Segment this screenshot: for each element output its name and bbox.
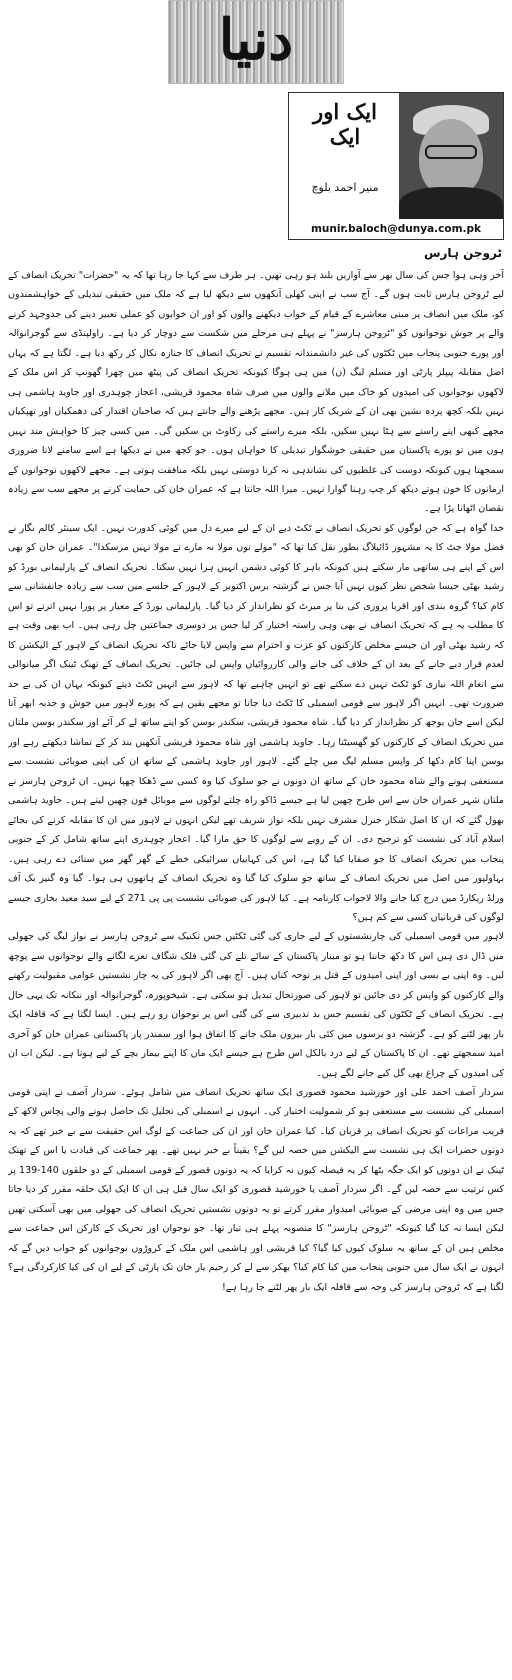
author-name: منیر احمد بلوچ — [311, 181, 379, 194]
author-photo — [399, 93, 503, 219]
photo-glasses-shape — [425, 145, 477, 159]
photo-suit-shape — [399, 187, 503, 219]
article-body — [8, 266, 504, 1674]
newspaper-logo — [168, 0, 344, 84]
article-paragraph: سردار آصف احمد علی اور خورشید محمود قصوری ایک ساتھ تحریک انصاف میں شامل ہوئے۔ سردار آصف نے اپنی قومی اسمبلی کی نشست سے مستعفی ہو کر شمولیت اختیار کی۔ انہوں نے اسمبلی کی تحلیل تک حاصل ہونے والی پچاس لاکھ کے قریب مراعات کو تحریک انصاف پر قربان کیا۔ کیا عمران خان اور ان کی جماعت کے لوگ اس حقیقت سے بے خبر تھے کہ یہ دونوں حضرات ایک ہی نشست سے الیکشن میں حصہ لیں گے؟ یقیناً بے خبر نہیں تھے۔ پھر جماعت کی قیادت یا اس کے تھنک ٹینک نے ان دونوں کو ایک جگہ بٹھا کر یہ فیصلہ کیوں نہ کرایا کہ یہ دونوں قصور کے قومی اسمبلی کے دو حلقوں 140-139 پر کس ترتیب سے حصہ لیں گے۔ اگر سردار آصف یا خورشید قصوری کو ایک سال قبل ہی ان کا ایک ایک حلقہ مقرر کر دیا جاتا جس میں وہ اپنی مرضی کے صوبائی امیدوار مقرر کرتے تو یہ دونوں نشستیں تحریک انصاف کی جھولی میں بھی آسکتی تھیں لیکن ایسا نہ کیا گیا کیونکہ "ٹروجن ہارسز" کا منصوبہ پہلے ہی تیار تھا۔ جو نوجوان اور تحریک کے کارکن اس جماعت سے مخلص ہیں ان کے ساتھ یہ سلوک کیوں کیا گیا؟ کیا قریشی اور ہاشمی اس ملک کے کروڑوں نوجوانوں کو جواب دیں گے کہ انہوں نے ایک سال میں جنوبی پنجاب میں کیا کام کیا؟ بھکر سے لے کر رحیم یار خان تک پارٹی کے لیے ان کی کیا کارکردگی ہے؟ لگتا ہے کہ ٹروجن ہارسز کی وجہ سے قافلہ ایک بار پھر لٹنے جا رہا ہے! — [8, 1087, 504, 1293]
author-email: munir.baloch@dunya.com.pk — [310, 223, 482, 235]
article-paragraph: لاہور میں قومی اسمبلی کی چارنشستوں کے لیے جاری کی گئی ٹکٹیں جس تکنیک سے ٹروجن ہارسز نے نواز لیگ کی جھولی میں ڈال دی ہیں اس کا دکھ جاننا ہو تو مینار پاکستان کے سائے تلے کی گئی فلک شگاف نعرے لگانے والے نوجوانوں سے پوچھ لیں۔ وہ اپنی بے بسی اور اپنی امیدوں کے قتل پر نوحہ کناں ہیں۔ آج بھی اگر لاہور کی یہ چار نشستیں عوامی مقبولیت رکھنے والے کارکنوں کو واپس کر دی جائیں تو لاہور کی صورتحال تبدیل ہو سکتی ہے۔ شیخوپورہ، گوجرانوالہ اور ننکانہ تک یہی حال ہے۔ تحریک انصاف کے ٹکٹوں کی تقسیم جس بد تدبیری سے کی گئی اس پر نوجوان رو رہے ہیں۔ ایسا لگتا ہے کہ قافلہ ایک بار پھر لٹنے کو ہے۔ گزشتہ دو برسوں میں کئی بار بیرون ملک جانے کا اتفاق ہوا اور سمندر پار پاکستانی عمران خان کو آخری امید سمجھتے تھے۔ ان کا پاکستان کے لیے درد بالکل اس طرح ہے جیسے ایک ماں کا اپنے بیمار بچے کے لیے ہوتا ہے۔ لیکن اب ان کی امیدوں کے چراغ بھی گل کیے جانے لگے ہیں۔ — [8, 931, 504, 1079]
column-header-box — [288, 92, 504, 240]
masthead — [0, 0, 512, 88]
article-paragraph: خدا گواہ ہے کہ جن لوگوں کو تحریک انصاف نے ٹکٹ دیے ان کے لیے میرے دل میں کوئی کدورت نہیں۔ ایک سینئر کالم نگار نے فضل مولا جٹ کا یہ مشہور ڈائیلاگ بطور نقل کیا تھا کہ "مولے نوں مولا نہ مارے تے مولا نہیں مرسکدا"۔ عمران خان کو بھی اس کے اپنے ہی ساتھی مار سکتے ہیں کیونکہ باہر کا کوئی دشمن انہیں ہرا نہیں سکتا۔ تحریک انصاف کے پارلیمانی بورڈ کو رشید بھٹی جیسا شخص نظر کیوں نہیں آیا جس نے گزشتہ برس اکتوبر کے لاہور کے جلسے میں سب سے زیادہ جانفشانی سے کام کیا؟ گروہ بندی اور اقربا پروری کی بنا پر میرٹ کو نظرانداز کر دیا گیا۔ پارلیمانی بورڈ کے معیار پر پورا نہیں اترتے تو اس کا مطلب یہ ہے کہ تحریک انصاف نے بھی وہی راستہ اختیار کر لیا جس پر دوسری جماعتیں چل رہی ہیں۔ اب بھی وقت ہے کہ رشید بھٹی اور ان جیسے مخلص کارکنوں کو عزت و احترام سے واپس لایا جائے تاکہ تحریک انصاف کے لاہور کے الیکشن کا لعدم قرار دیے جانے کے بعد ان کے خلاف کی جانے والی کارروائیاں واپس لی جائیں۔ تحریک انصاف کے تھنک ٹینک اگر میانوالی سے انعام اللہ نیازی کو ٹکٹ نہیں دے سکتے تھے تو انہیں چاہیے تھا کہ لاہور سے انہیں ٹکٹ دیتے کیونکہ یہاں ان کی بے حد ضرورت تھی۔ انہیں اگر لاہور سے قومی اسمبلی کا ٹکٹ دیا جاتا تو مجھے یقین ہے کہ پورے لاہور میں جوش و جذبہ ابھر آتا لیکن اسے جان بوجھ کر نظرانداز کر دیا گیا۔ شاہ محمود قریشی، سکندر بوسن کو اپنے ساتھ لے کر آئے اور سکندر بوسن ملتان میں تحریک انصاف کے کارکنوں کو گھسیٹتا رہا۔ جاوید ہاشمی اور شاہ محمود قریشی آنکھیں بند کر کے تماشا دیکھتے رہے اور بوسن اپنا کام دکھا کر واپس مسلم لیگ میں چلے گئے۔ لاہور اور جاوید ہاشمی کے ساتھ ان کی اپنی صوبائی نشست سے مستعفی ہونے والے شاہ محمود خان کے ساتھ ان دونوں نے جو سلوک کیا وہ کسی سے ڈھکا چھپا نہیں۔ ان ٹروجن ہارسز نے ملتان شہر عمران خان سے اس طرح چھین لیا ہے جیسے ڈاکو راہ چلتے لوگوں سے موبائل فون چھین لیتے ہیں۔ جاوید ہاشمی بھول گئے کہ ان کا اصل شکار جنرل مشرف نہیں بلکہ نواز شریف تھے لیکن انہوں نے لاہور میں ان کا مقابلہ کرنے کی بجائے اسلام آباد کی نشست کو ترجیح دی۔ ان کے رویے سے لوگوں کا حق مارا گیا۔ اعجاز چوہدری اپنے ساتھ شامل کر کے جنوبی پنجاب میں تحریک انصاف کا جو صفایا کیا گیا ہے، اس کی کہانیاں سرائیکی خطے کے گھر گھر میں سنائی دے رہی ہیں۔ بہاولپور میں اصل میں تحریک انصاف کے ساتھ جو سلوک کیا گیا وہ تحریک انصاف کے ہاتھوں ہی ہوا۔ گیا وہ گنیز بک آف ورلڈ ریکارڈ میں درج کیا جانے والا لاجواب کارنامہ ہے۔ کیا لاہور کی صوبائی نشست پی پی 271 کے لیے سید معید بخاری جیسے لوگوں کی قربانیاں کسی سے کم ہیں؟ — [8, 522, 504, 923]
column-title: ایک اور ایک — [313, 99, 377, 149]
logo-text: دنیا — [218, 7, 294, 73]
article-heading: ٹروجن ہارس — [423, 246, 502, 260]
article-paragraph: آخر وہی ہوا جس کی سال بھر سے آوازیں بلند ہو رہی تھیں۔ ہر طرف سے کہا جا رہا تھا کہ یہ "حضرات" تحریک انصاف کے لیے ٹروجن ہارس ثابت ہوں گے۔ آج سب نے اپنی کھلی آنکھوں سے دیکھ لیا ہے کہ ملک میں حقیقی تبدیلی کے خواہشمندوں کو، ملک میں انصاف پر مبنی معاشرے کے قیام کے خواب دیکھنے والوں کو اور ان خوابوں کو عملی تعبیر دینے کی جدوجہد کرنے والے پر جوش نوجوانوں کو "ٹروجن ہارسز" نے پہلے ہی مرحلے میں شکست سے دوچار کر دیا ہے۔ راولپنڈی سے گوجرانوالہ اور پورے جنوبی پنجاب میں ٹکٹوں کی غیر دانشمندانہ تقسیم نے تحریک انصاف کا جنازہ نکال کر رکھ دیا ہے۔ لگتا ہے کہ یہاں اصل مقابلہ پیپلز پارٹی اور مسلم لیگ (ن) میں ہی ہوگا کیونکہ تحریک انصاف کی پیٹھ میں چھرا گھونپ کر اس ملک کے لاکھوں نوجوانوں کی امیدوں کو خاک میں ملانے والوں میں صرف شاہ محمود قریشی، اعجاز چوہدری اور جاوید ہاشمی ہی نہیں بلکہ کچھ پردہ نشین بھی ان کے شریک کار ہیں۔ مجھے پڑھنے والے جانتے ہیں کہ صاحبان اقتدار کی دھمکیاں اور تھپکیاں مجھے کبھی اپنے راستے سے ہٹا نہیں سکیں، بلکہ میرے راستے کی رکاوٹ بن سکیں گی۔ میں کسی چیز کا خواہش مند نہیں ہوں میں تو پورے پاکستان میں حقیقی خوشگوار تبدیلی کا خواہاں ہوں۔ جو کچھ میں نے دیکھا ہے اسے سامنے لانا ضروری سمجھتا ہوں کیونکہ دوست کی غلطیوں کی نشاندہی نہ کرنا دوستی نہیں بلکہ منافقت ہوتی ہے۔ مجھے لاکھوں نوجوانوں کے ارمانوں کا خون ہوتے دیکھ کر چپ رہنا گوارا نہیں۔ میرا اللہ جانتا ہے کہ عمران خان کی حمایت کرنے پر مجھے سب سے زیادہ نقصان اٹھانا پڑا ہے۔ — [8, 270, 504, 515]
